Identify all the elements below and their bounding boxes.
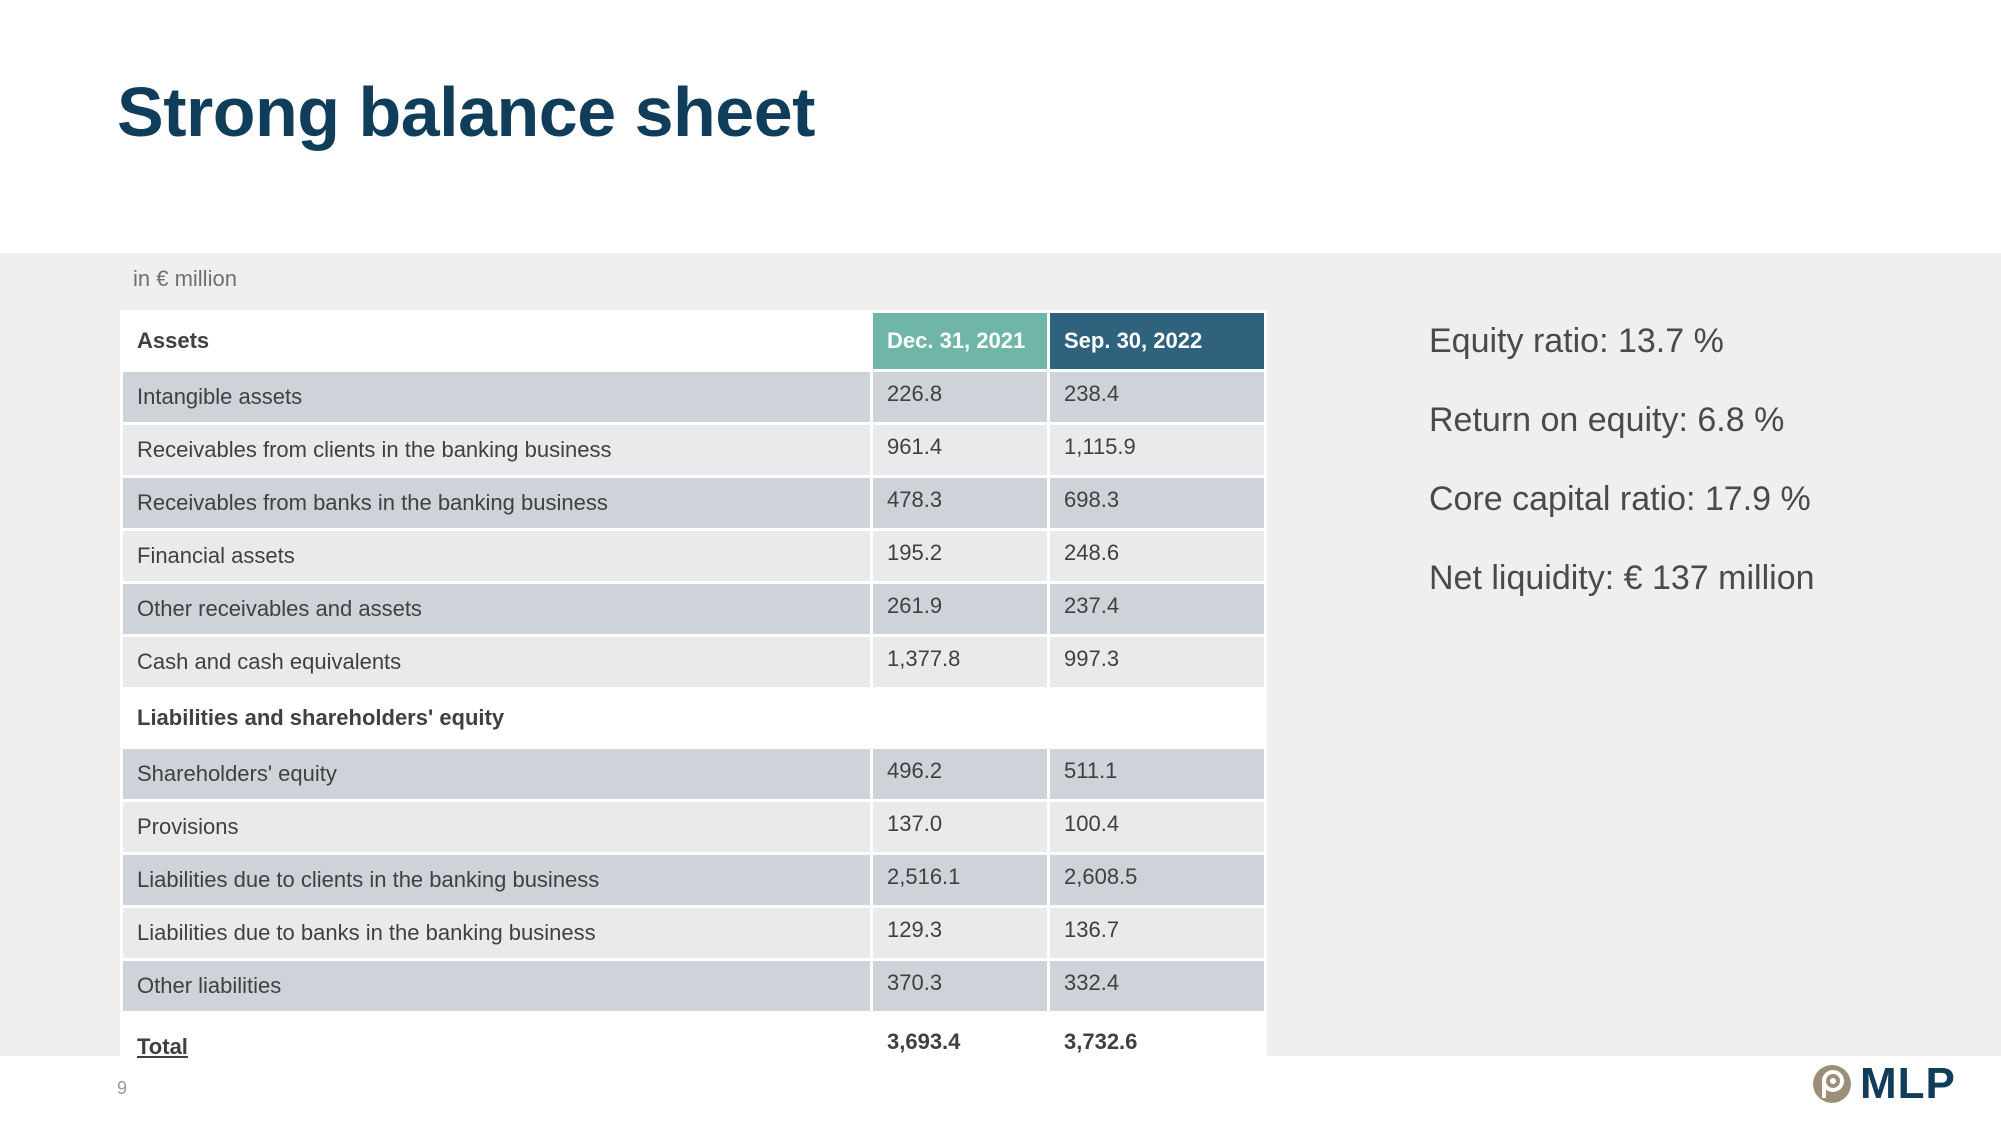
table-row [122, 960, 1266, 1013]
total-2022: 3,732.6 [1049, 1013, 1266, 1082]
mlp-logo-text: MLP [1860, 1059, 1956, 1108]
value-2022: 238.4 [1049, 371, 1266, 424]
total-2021: 3,693.4 [872, 1013, 1049, 1082]
row-label: Other liabilities [122, 960, 872, 1013]
value-2021: 226.8 [872, 371, 1049, 424]
kpi-net-liquidity: Net liquidity: € 137 million [1429, 559, 1815, 597]
value-2021: 137.0 [872, 801, 1049, 854]
slide-title: Strong balance sheet [117, 73, 815, 151]
value-2021: 370.3 [872, 960, 1049, 1013]
row-label: Financial assets [122, 530, 872, 583]
kpi-return-on-equity: Return on equity: 6.8 % [1429, 401, 1785, 439]
value-2021: 129.3 [872, 907, 1049, 960]
value-2022: 511.1 [1049, 748, 1266, 801]
unit-label: in € million [133, 266, 237, 291]
value-2021: 2,516.1 [872, 854, 1049, 907]
table-row [122, 748, 1266, 801]
header-assets: Assets [122, 312, 872, 371]
liabilities-header: Liabilities and shareholders' equity [122, 689, 1266, 748]
value-2021: 496.2 [872, 748, 1049, 801]
value-2022: 136.7 [1049, 907, 1266, 960]
total-row [122, 1013, 1266, 1082]
value-2022: 698.3 [1049, 477, 1266, 530]
header-dec-2021: Dec. 31, 2021 [872, 312, 1049, 371]
table-row [122, 583, 1266, 636]
table-row [122, 854, 1266, 907]
table-row [122, 424, 1266, 477]
total-label-cell [122, 1013, 872, 1082]
row-label: Shareholders' equity [122, 748, 872, 801]
page-number: 9 [117, 1078, 128, 1098]
value-2022: 1,115.9 [1049, 424, 1266, 477]
mlp-logo [1812, 1060, 1956, 1108]
table-row [122, 530, 1266, 583]
row-label: Liabilities due to banks in the banking business [122, 907, 872, 960]
table-row [122, 907, 1266, 960]
row-label: Cash and cash equivalents [122, 636, 872, 689]
value-2022: 997.3 [1049, 636, 1266, 689]
value-2022: 248.6 [1049, 530, 1266, 583]
table-row [122, 371, 1266, 424]
row-label: Receivables from clients in the banking business [122, 424, 872, 477]
header-sep-2022: Sep. 30, 2022 [1049, 312, 1266, 371]
table-row [122, 636, 1266, 689]
row-label: Other receivables and assets [122, 583, 872, 636]
row-label: Liabilities due to clients in the banking business [122, 854, 872, 907]
value-2021: 1,377.8 [872, 636, 1049, 689]
balance-sheet-table [120, 310, 1267, 1083]
total-label: Total [137, 1034, 188, 1059]
value-2022: 100.4 [1049, 801, 1266, 854]
table-row [122, 801, 1266, 854]
row-label: Intangible assets [122, 371, 872, 424]
kpi-list [1429, 320, 1815, 636]
value-2022: 237.4 [1049, 583, 1266, 636]
row-label: Provisions [122, 801, 872, 854]
kpi-core-capital-ratio: Core capital ratio: 17.9 % [1429, 480, 1811, 518]
value-2022: 2,608.5 [1049, 854, 1266, 907]
value-2021: 478.3 [872, 477, 1049, 530]
mlp-logo-icon [1812, 1064, 1852, 1104]
value-2021: 195.2 [872, 530, 1049, 583]
liabilities-header-row [122, 689, 1266, 748]
kpi-equity-ratio: Equity ratio: 13.7 % [1429, 322, 1724, 360]
value-2021: 961.4 [872, 424, 1049, 477]
value-2021: 261.9 [872, 583, 1049, 636]
table-row [122, 477, 1266, 530]
value-2022: 332.4 [1049, 960, 1266, 1013]
row-label: Receivables from banks in the banking business [122, 477, 872, 530]
table-header-row [122, 312, 1266, 371]
